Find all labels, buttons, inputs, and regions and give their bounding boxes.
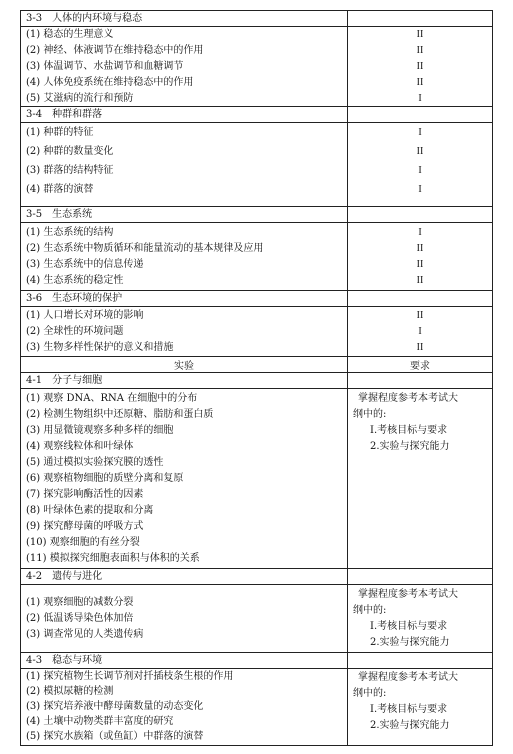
list-item: (2) 全球性的环境问题 [26, 326, 124, 337]
level-value: I [418, 184, 422, 195]
list-item: (2) 生态系统中物质循环和能量流动的基本规律及应用 [26, 243, 264, 254]
items-row-4-1 [21, 389, 492, 569]
level-value: I [418, 127, 422, 138]
requirement-note-line: 纲中的: [353, 409, 387, 420]
requirement-note-line: 纲中的: [353, 605, 387, 616]
items-row-3-3 [21, 27, 492, 107]
section-heading: 4-3 稳态与环境 [26, 655, 103, 666]
list-item: (4) 群落的演替 [26, 184, 94, 195]
level-value: II [416, 310, 424, 321]
list-item: (2) 种群的数量变化 [26, 146, 114, 157]
section-row-4-3 [21, 653, 492, 669]
header-requirement: 要求 [410, 361, 430, 372]
list-item: (3) 探究培养液中酵母菌数量的动态变化 [26, 701, 204, 712]
level-value: I [418, 165, 422, 176]
items-row-3-4 [21, 123, 492, 207]
list-item: (2) 神经、体液调节在维持稳态中的作用 [26, 45, 204, 56]
list-item: (5) 通过模拟实验探究膜的透性 [26, 457, 164, 468]
requirement-note-line: Ⅰ.考核目标与要求 [370, 425, 448, 436]
list-item: (1) 观察 DNA、RNA 在细胞中的分布 [26, 393, 198, 404]
level-value: II [416, 146, 424, 157]
section-row-3-3 [21, 11, 492, 27]
requirement-note-line: 2.实验与探究能力 [370, 441, 450, 452]
requirement-note-line: 掌握程度参考本考试大 [358, 672, 458, 683]
requirement-note-line: 掌握程度参考本考试大 [358, 393, 458, 404]
items-row-4-2 [21, 585, 492, 653]
list-item: (3) 体温调节、水盐调节和血糖调节 [26, 61, 184, 72]
section-heading: 3-5 生态系统 [26, 209, 93, 220]
section-heading: 3-3 人体的内环境与稳态 [26, 13, 143, 24]
section-heading: 4-1 分子与细胞 [26, 375, 103, 386]
section-row-4-1 [21, 373, 492, 389]
section-heading: 4-2 遗传与进化 [26, 571, 103, 582]
list-item: (1) 种群的特征 [26, 127, 94, 138]
items-row-3-6 [21, 307, 492, 357]
list-item: (2) 检测生物组织中还原糖、脂肪和蛋白质 [26, 409, 214, 420]
level-value: I [418, 227, 422, 238]
list-item: (2) 低温诱导染色体加倍 [26, 613, 134, 624]
list-item: (3) 生态系统中的信息传递 [26, 259, 144, 270]
experiment-header-row [21, 357, 492, 373]
list-item: (4) 人体免疫系统在维持稳态中的作用 [26, 77, 194, 88]
list-item: (5) 探究水族箱（或鱼缸）中群落的演替 [26, 731, 204, 742]
list-item: (11) 模拟探究细胞表面积与体积的关系 [26, 553, 200, 564]
list-item: (2) 模拟尿糖的检测 [26, 686, 114, 697]
header-experiment: 实验 [174, 361, 194, 372]
items-row-4-3 [21, 669, 492, 745]
level-value: II [416, 29, 424, 40]
list-item: (1) 人口增长对环境的影响 [26, 310, 144, 321]
level-value: II [416, 259, 424, 270]
list-item: (7) 探究影响酶活性的因素 [26, 489, 144, 500]
level-value: II [416, 61, 424, 72]
list-item: (5) 艾滋病的流行和预防 [26, 93, 134, 104]
syllabus-table [20, 10, 493, 746]
requirement-note-line: 2.实验与探究能力 [370, 720, 450, 731]
section-row-3-6 [21, 291, 492, 307]
list-item: (3) 生物多样性保护的意义和措施 [26, 342, 174, 353]
list-item: (1) 稳态的生理意义 [26, 29, 114, 40]
level-value: II [416, 275, 424, 286]
list-item: (1) 生态系统的结构 [26, 227, 114, 238]
level-value: II [416, 342, 424, 353]
requirement-note-line: Ⅰ.考核目标与要求 [370, 704, 448, 715]
section-row-3-4 [21, 107, 492, 123]
list-item: (3) 群落的结构特征 [26, 165, 114, 176]
list-item: (3) 调查常见的人类遗传病 [26, 629, 144, 640]
list-item: (1) 观察细胞的减数分裂 [26, 597, 134, 608]
list-item: (8) 叶绿体色素的提取和分离 [26, 505, 154, 516]
section-heading: 3-4 种群和群落 [26, 109, 103, 120]
list-item: (4) 生态系统的稳定性 [26, 275, 124, 286]
level-value: I [418, 93, 422, 104]
requirement-note-line: 2.实验与探究能力 [370, 637, 450, 648]
items-row-3-5 [21, 223, 492, 291]
level-value: II [416, 243, 424, 254]
list-item: (3) 用显微镜观察多种多样的细胞 [26, 425, 174, 436]
requirement-note-line: Ⅰ.考核目标与要求 [370, 621, 448, 632]
section-row-4-2 [21, 569, 492, 585]
list-item: (6) 观察植物细胞的质壁分离和复原 [26, 473, 184, 484]
requirement-note-line: 纲中的: [353, 688, 387, 699]
level-value: I [418, 326, 422, 337]
section-row-3-5 [21, 207, 492, 223]
list-item: (4) 观察线粒体和叶绿体 [26, 441, 134, 452]
list-item: (9) 探究酵母菌的呼吸方式 [26, 521, 144, 532]
requirement-note-line: 掌握程度参考本考试大 [358, 589, 458, 600]
list-item: (4) 土壤中动物类群丰富度的研究 [26, 716, 174, 727]
section-heading: 3-6 生态环境的保护 [26, 293, 123, 304]
level-value: II [416, 77, 424, 88]
list-item: (1) 探究植物生长调节剂对扦插枝条生根的作用 [26, 671, 234, 682]
level-value: II [416, 45, 424, 56]
list-item: (10) 观察细胞的有丝分裂 [26, 537, 140, 548]
